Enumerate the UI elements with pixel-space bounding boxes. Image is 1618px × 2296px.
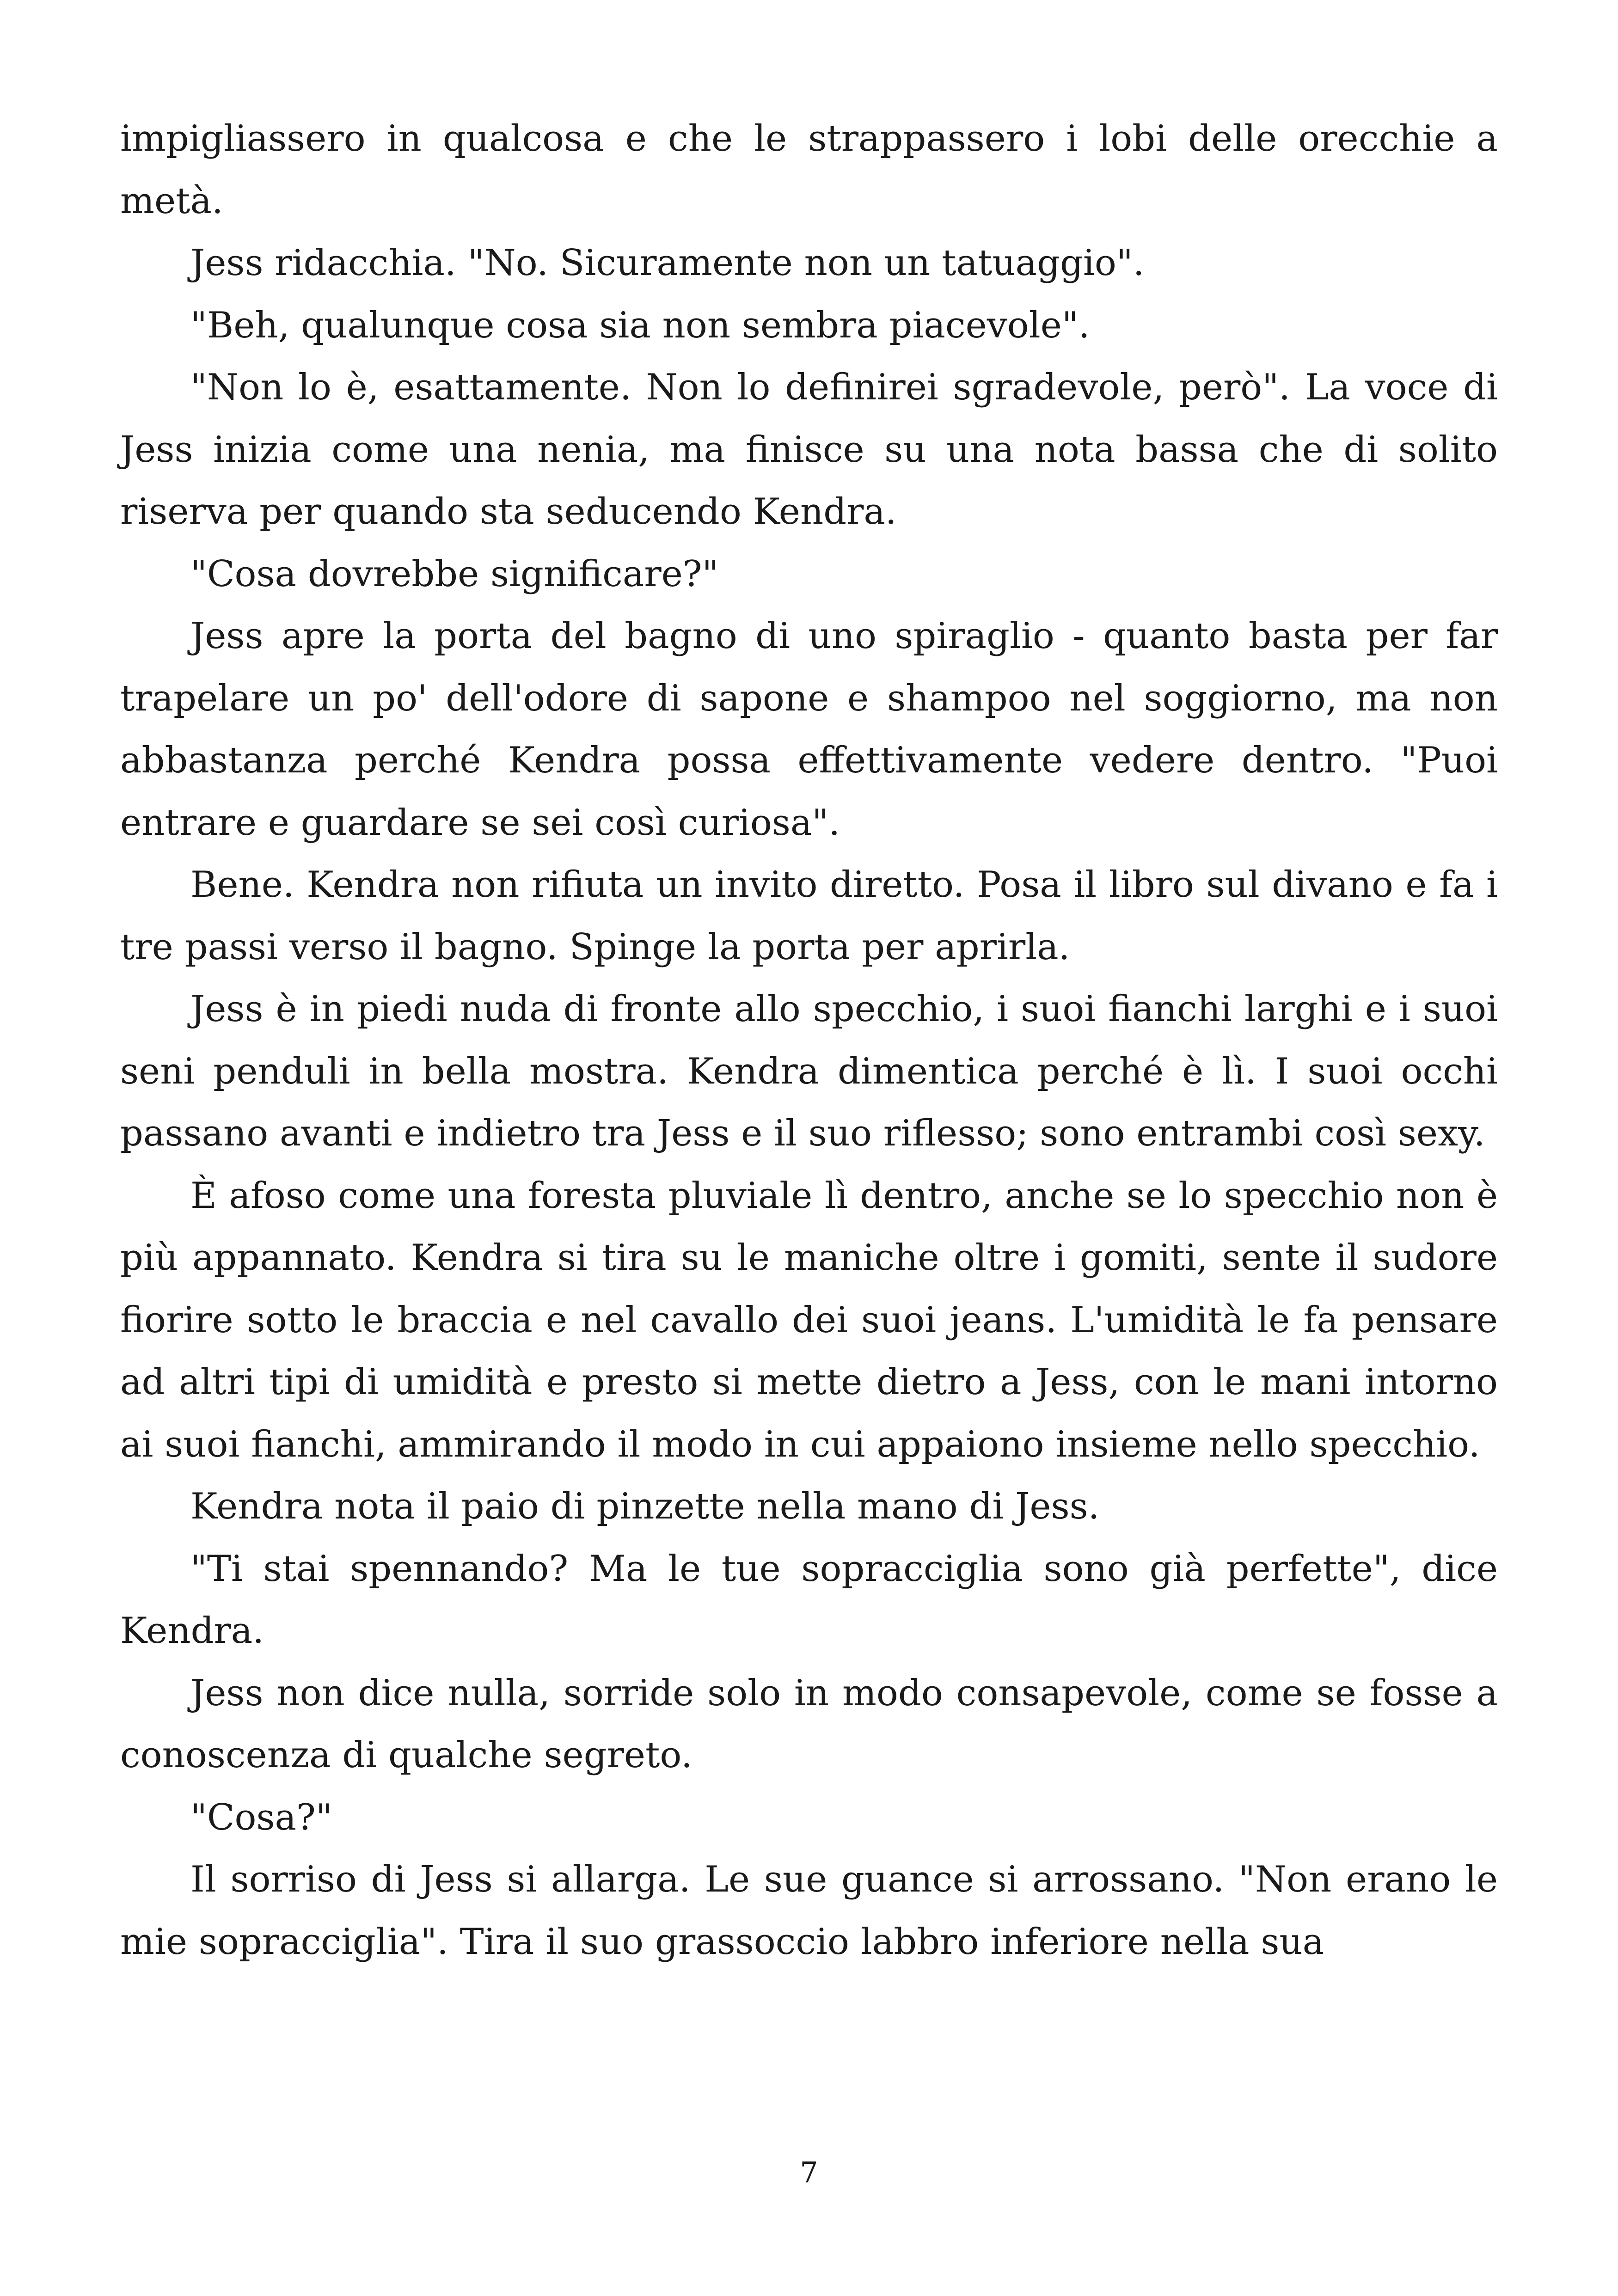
paragraph: "Ti stai spennando? Ma le tue sopracciglia sono già perfette", dice Kendra. <box>120 1548 1498 1652</box>
paragraph: È afoso come una foresta pluviale lì dentro, anche se lo specchio non è più appannato. Kendra si tira su le maniche oltre i gomiti, sente il sudore fiorire sotto le braccia e nel cavallo dei suoi jeans. L'umidità le fa pensare ad altri tipi di umidità e presto si mette dietro a Jess, con le mani intorno ai suoi fianchi, ammirando il modo in cui appaiono insieme nello specchio. <box>120 1175 1498 1465</box>
paragraph: "Cosa?" <box>190 1796 332 1838</box>
paragraph: "Beh, qualunque cosa sia non sembra piacevole". <box>190 304 1090 346</box>
paragraph: Kendra nota il paio di pinzette nella mano di Jess. <box>190 1486 1100 1527</box>
paragraph: Jess ridacchia. "No. Sicuramente non un tatuaggio". <box>190 242 1145 284</box>
body-text <box>120 108 1498 1973</box>
paragraph: Jess è in piedi nuda di fronte allo specchio, i suoi fianchi larghi e i suoi seni penduli in bella mostra. Kendra dimentica perché è lì. I suoi occhi passano avanti e indietro tra Jess e il suo riflesso; sono entrambi così sexy. <box>120 988 1498 1154</box>
paragraph: Il sorriso di Jess si allarga. Le sue guance si arrossano. "Non erano le mie sopracciglia". Tira il suo grassoccio labbro inferiore nella sua <box>120 1859 1498 1963</box>
paragraph: Jess non dice nulla, sorride solo in modo consapevole, come se fosse a conoscenza di qualche segreto. <box>120 1672 1498 1776</box>
paragraph: Bene. Kendra non rifiuta un invito diretto. Posa il libro sul divano e fa i tre passi verso il bagno. Spinge la porta per aprirla. <box>120 864 1498 968</box>
paragraph: Jess apre la porta del bagno di uno spiraglio - quanto basta per far trapelare un po' dell'odore di sapone e shampoo nel soggiorno, ma non abbastanza perché Kendra possa effettivamente vedere dentro. "Puoi entrare e guardare se sei così curiosa". <box>120 615 1498 844</box>
paragraph: "Cosa dovrebbe significare?" <box>190 553 719 595</box>
page-number: 7 <box>800 2155 818 2189</box>
paragraph: "Non lo è, esattamente. Non lo definirei sgradevole, però". La voce di Jess inizia come una nenia, ma finisce su una nota bassa che di solito riserva per quando sta seducendo Kendra. <box>120 367 1498 533</box>
paragraph-continuation: impigliassero in qualcosa e che le strappassero i lobi delle orecchie a metà. <box>120 118 1498 222</box>
